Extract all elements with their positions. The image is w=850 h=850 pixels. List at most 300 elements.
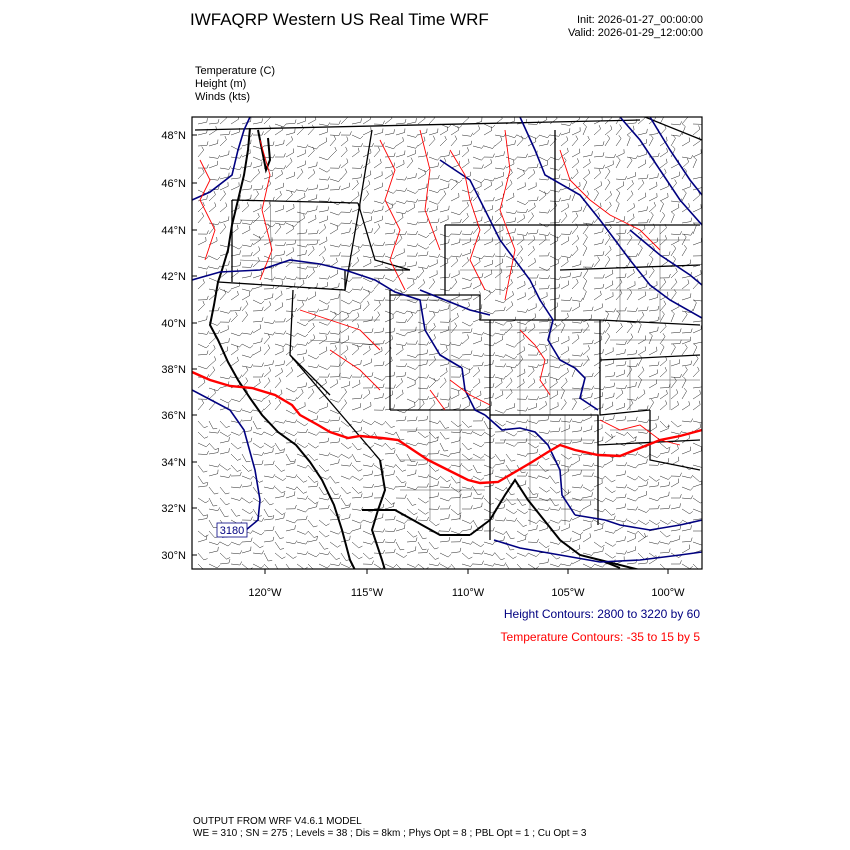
wind-barb [671,431,682,434]
wind-barb [495,454,504,461]
wind-barb [484,290,491,300]
wind-barb [198,476,207,484]
wind-barb [330,416,340,421]
wind-barb [352,345,359,355]
wind-barb [451,437,460,443]
contour-label: 3180 [219,525,245,537]
wind-barb [605,333,610,344]
wind-barb [297,125,303,135]
wind-barb [583,264,594,268]
wind-barb [605,476,615,482]
wind-barb [671,479,679,487]
wind-barb [638,476,649,481]
wind-barb [594,152,604,157]
wind-barb [572,438,582,443]
wind-barb [528,197,538,201]
wind-barb [638,206,648,212]
wind-barb [627,155,638,158]
wind-barb [374,529,385,533]
wind-barb [363,402,371,410]
wind-barb [627,269,634,278]
wind-barb [253,531,264,535]
wind-barb [594,509,605,512]
wind-barb [319,379,326,388]
wind-barb [396,542,404,550]
wind-barb [363,210,374,214]
wind-barb [253,317,263,322]
wind-barb [616,389,623,399]
wind-barb [352,380,360,388]
wind-barb [220,437,229,443]
wind-barb [550,564,561,567]
wind-barb [374,275,385,279]
wind-barb [374,159,381,168]
wind-barb [616,135,621,146]
wind-barb [242,288,253,291]
wind-barb [209,345,215,355]
wind-barb [297,322,308,326]
wind-barb [253,191,259,202]
wind-barb [407,312,413,322]
wind-barb [517,369,525,377]
wind-barb [583,323,589,333]
wind-barb [561,388,565,399]
wind-barb [374,129,383,136]
wind-barb [297,429,308,433]
wind-barb [693,401,700,410]
wind-barb [517,168,528,171]
wind-barb [319,246,326,256]
wind-barb [528,367,534,377]
wind-barb [572,272,581,278]
wind-barb [451,219,461,223]
wind-barb [385,421,395,428]
wind-barb [231,182,239,190]
wind-barb [308,355,319,359]
wind-barb [528,203,535,212]
wind-barb [682,419,693,423]
wind-barb [418,385,429,389]
wind-barb [264,378,270,388]
wind-barb [253,204,261,212]
wind-barb [484,421,492,429]
wind-barb [638,174,648,179]
wind-barb [363,541,374,544]
wind-barb [418,360,427,366]
wind-barb [572,452,583,455]
wind-barb [506,263,516,268]
wind-barb [671,520,682,524]
wind-barb [506,135,517,138]
wind-barb [506,518,517,521]
wind-barb [231,333,242,336]
wind-barb [627,135,630,146]
wind-barb [682,495,693,499]
wind-barb [627,507,638,511]
wind-barb [385,229,395,234]
wind-barb [330,476,339,483]
wind-barb [528,258,536,267]
wind-barb [352,373,363,377]
wind-barb [209,430,220,434]
wind-barb [693,355,698,366]
wind-barb [660,482,670,487]
wind-barb [605,168,610,179]
wind-barb [440,443,448,451]
wind-barb [627,397,638,401]
wind-barb [220,166,231,170]
wind-barb [286,474,297,477]
wind-barb [561,563,572,566]
wind-barb [506,531,515,539]
wind-barb [220,319,231,323]
wind-barb [638,312,644,322]
wind-barb [693,260,702,267]
wind-barb [275,124,286,127]
wind-barb [561,297,572,301]
wind-barb [363,228,373,234]
wind-barb [297,229,307,234]
wind-barb [385,528,396,532]
wind-barb [209,256,220,260]
wind-barb [605,372,615,377]
wind-barb [473,258,480,267]
wind-barb [583,315,591,322]
wind-barb [440,484,451,488]
wind-barb [330,562,341,566]
wind-barb [583,552,594,555]
wind-barb [418,208,428,212]
wind-barb [407,199,418,203]
wind-barb [440,342,451,345]
wind-barb [330,212,341,215]
wind-barb [231,472,241,476]
wind-barb [638,193,646,201]
wind-barb [198,553,208,560]
wind-barb [506,218,516,224]
wind-barb [407,203,415,212]
wind-barb [451,476,460,483]
wind-barb [583,289,586,300]
wind-barb [374,312,380,322]
wind-barb [462,334,469,344]
wind-barb [297,516,307,520]
wind-barb [539,524,548,531]
wind-barb [473,337,481,344]
wind-barb [605,498,616,502]
wind-barb [363,484,374,488]
wind-barb [363,149,371,157]
wind-barb [429,259,437,267]
wind-barb [550,237,558,245]
wind-barb [484,527,494,531]
wind-barb [198,344,209,348]
wind-barb [253,551,264,555]
wind-barb [286,204,294,212]
wind-barb [660,390,667,399]
wind-barb [605,292,613,300]
wind-barb [231,497,242,500]
wind-barb [297,244,308,247]
wind-barb [407,509,417,515]
wind-barb [638,347,646,356]
wind-barb [341,487,351,494]
wind-barb [198,296,208,300]
wind-barb [407,355,418,358]
wind-barb [363,454,374,458]
wind-barb [352,118,362,124]
wind-barb [297,298,308,302]
wind-barb [660,344,664,355]
wind-barb [319,224,326,234]
wind-barb [330,178,341,181]
wind-barb [517,182,525,190]
wind-barb [561,368,568,377]
wind-barb [352,487,362,493]
wind-barb [550,507,561,510]
wind-barb [682,293,691,300]
wind-barb [671,473,682,477]
wind-barb [528,449,538,454]
wind-barb [627,172,636,179]
wind-barb [374,206,383,212]
wind-barb [319,207,329,213]
wind-barb [396,177,407,181]
wind-barb [561,378,567,388]
wind-barb [297,342,308,346]
wind-barb [253,338,262,344]
wind-barb [451,270,459,278]
wind-barb [264,509,273,517]
wind-barb [374,147,380,157]
wind-barb [539,140,548,146]
wind-barb [649,482,659,487]
wind-barb [286,388,297,392]
wind-barb [209,542,220,545]
wind-barb [429,309,440,312]
wind-barb [429,190,440,193]
wind-barb [462,322,473,326]
wind-barb [385,464,396,467]
wind-barb [286,553,297,559]
wind-barb [638,367,644,377]
wind-barb [198,316,207,322]
wind-barb [286,225,294,234]
wind-barb [297,169,303,179]
wind-barb [671,204,679,212]
wind-barb [649,202,656,212]
wind-barb [220,553,230,559]
lon-label: 100°W [651,587,685,599]
wind-barb [407,222,418,225]
wind-barb [583,159,590,168]
wind-barb [319,542,328,549]
wind-barb [297,214,305,223]
wind-barb [418,265,429,268]
wind-barb [638,390,645,400]
wind-barb [583,440,594,444]
wind-barb [649,380,657,389]
wind-barb [616,341,627,345]
wind-barb [605,415,614,421]
wind-barb [517,321,528,324]
wind-barb [407,118,416,124]
wind-barb [462,351,472,356]
wind-barb [638,129,647,135]
wind-barb [319,390,327,399]
wind-barb [671,245,676,256]
wind-barb [231,432,242,435]
wind-barb [429,323,435,333]
wind-barb [396,210,407,213]
height-contour-legend: Height Contours: 2800 to 3220 by 60 [503,607,700,621]
wind-barb [275,170,283,179]
wind-barb [539,210,550,214]
wind-barb [396,137,404,146]
wind-barb [374,377,385,381]
wind-barb [583,169,590,179]
wind-barb [330,373,340,377]
wind-barb [638,520,649,525]
wind-barb [352,553,362,559]
wind-barb [605,161,613,169]
wind-barb [220,191,226,202]
wind-barb [330,438,340,443]
wind-barb [220,114,227,124]
wind-barb [495,322,506,325]
wind-barb [308,531,318,538]
wind-barb [231,550,242,554]
wind-barb [649,370,657,378]
wind-barb [462,141,472,146]
wind-barb [308,125,314,135]
wind-barb [396,200,407,203]
wind-barb [198,169,204,179]
wind-barb [649,193,657,201]
wind-barb [671,359,680,366]
wind-barb [693,300,696,311]
wind-barb [495,354,506,357]
wind-barb [594,417,604,422]
wind-barb [253,271,262,278]
wind-barb [374,393,384,399]
wind-barb [209,119,219,124]
wind-barb [286,120,296,125]
wind-barb [693,344,697,355]
wind-barb [396,524,405,531]
wind-barb [198,213,204,223]
wind-barb [605,246,611,256]
wind-barb [583,245,587,256]
wind-barb [352,494,362,499]
wind-barb [330,252,340,256]
wind-barb [209,202,216,212]
wind-barb [363,301,369,311]
wind-barb [561,136,568,146]
wind-barb [473,561,484,565]
wind-barb [451,548,461,553]
wind-barb [330,165,341,169]
wind-barb [275,183,284,190]
wind-barb [308,309,319,313]
wind-barb [671,135,676,146]
wind-barb [418,342,429,346]
wind-barb [583,487,594,491]
wind-barb [440,553,451,557]
wind-barb [242,292,250,300]
wind-barb [363,255,374,258]
wind-barb [583,501,591,509]
wind-barb [550,428,560,433]
wind-barb [682,377,686,388]
wind-barb [517,346,525,355]
wind-barb [517,154,528,158]
wind-barb [528,539,539,543]
wind-barb [330,363,341,367]
wind-barb [429,136,435,146]
wind-barb [550,391,558,400]
wind-barb [671,503,681,509]
wind-barb [517,214,525,223]
wind-barb [209,443,219,450]
wind-barb [583,533,591,542]
model-footer-title: OUTPUT FROM WRF V4.6.1 MODEL [193,816,362,827]
wind-barb [198,509,207,516]
wind-barb [627,281,635,289]
wind-barb [242,367,248,377]
wind-barb [462,249,471,256]
wind-barb [418,234,429,238]
wind-barb [561,464,572,467]
wind-barb [627,487,638,491]
wind-barb [407,341,418,345]
wind-barb [319,198,330,202]
wind-barb [297,487,307,493]
wind-barb [693,270,701,278]
wind-barb [440,346,447,355]
wind-barb [330,294,339,300]
wind-barb [693,447,702,454]
wind-barb [319,216,328,223]
wind-barb [594,181,602,190]
wind-barb [473,206,483,212]
wind-barb [550,402,558,410]
wind-barb [495,307,505,311]
wind-barb [209,507,220,510]
wind-barb [319,276,330,280]
wind-barb [308,553,319,557]
wind-barb [539,236,546,245]
wind-barb [583,386,594,390]
wind-barb [418,245,429,249]
wind-barb [572,169,578,179]
wind-barb [429,520,439,526]
wind-barb [308,268,315,278]
wind-barb [594,251,604,256]
wind-barb [627,289,632,300]
wind-barb [583,356,589,366]
wind-barb [616,157,620,168]
wind-barb [572,136,578,146]
wind-barb [374,361,384,366]
lon-label: 115°W [350,587,384,599]
wind-barb [396,188,407,192]
wind-barb [451,564,461,571]
wind-barb [561,518,572,521]
wind-barb [649,212,653,223]
wind-barb [264,498,274,505]
wind-barb [297,117,306,124]
